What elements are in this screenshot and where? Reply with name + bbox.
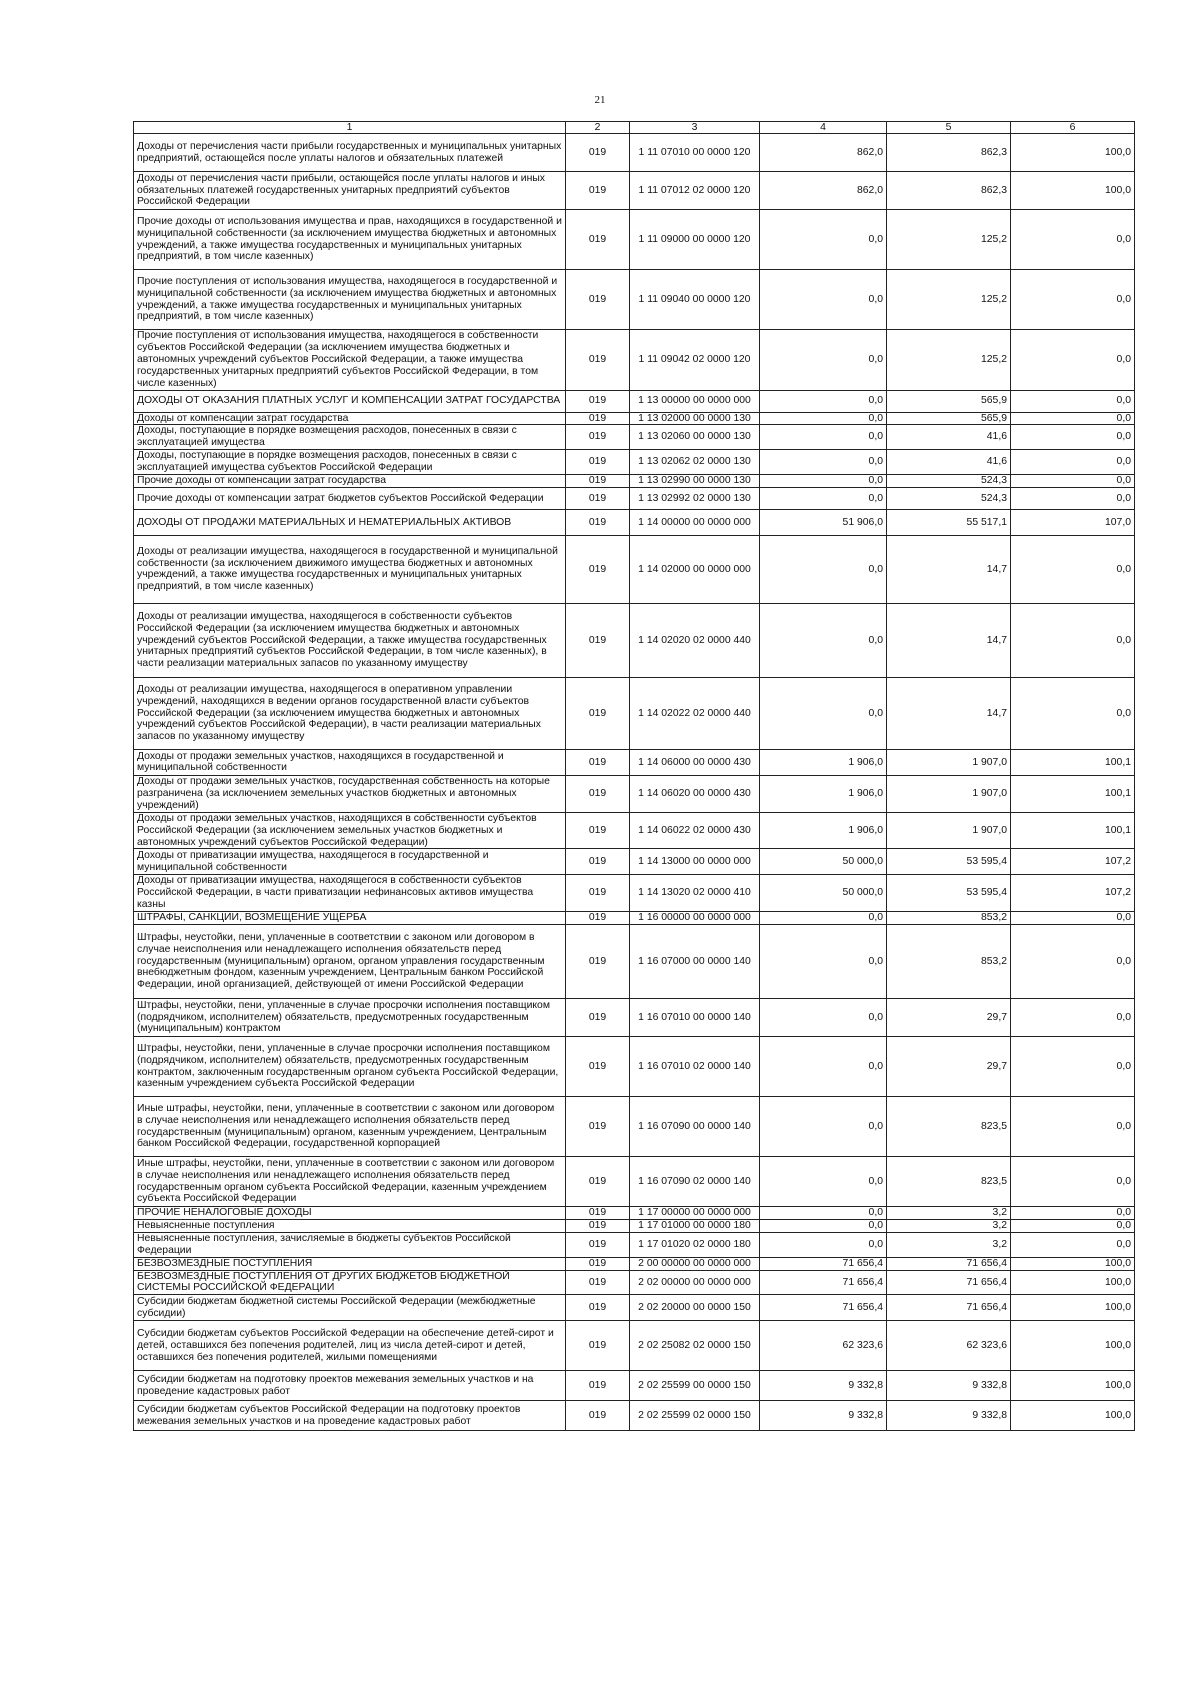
row-budget-code: 1 11 07010 00 0000 120	[630, 134, 760, 172]
row-value-4: 71 656,4	[760, 1270, 887, 1295]
row-value-5: 125,2	[887, 330, 1011, 391]
row-value-6: 0,0	[1011, 1097, 1135, 1157]
table-row	[134, 1219, 1135, 1232]
row-value-4: 0,0	[760, 677, 887, 749]
row-budget-code: 1 17 00000 00 0000 000	[630, 1207, 760, 1220]
row-value-5: 1 907,0	[887, 749, 1011, 775]
column-header: 2	[566, 122, 630, 134]
row-budget-code: 1 14 02020 02 0000 440	[630, 603, 760, 677]
row-admin-code: 019	[566, 535, 630, 603]
row-value-4: 0,0	[760, 1157, 887, 1207]
row-name: Невыясненные поступления, зачисляемые в бюджеты субъектов Российской Федерации	[134, 1232, 566, 1257]
column-header: 5	[887, 122, 1011, 134]
row-name: БЕЗВОЗМЕЗДНЫЕ ПОСТУПЛЕНИЯ ОТ ДРУГИХ БЮДЖЕТОВ БЮДЖЕТНОЙ СИСТЕМЫ РОССИЙСКОЙ ФЕДЕРАЦИИ	[134, 1270, 566, 1295]
table-row	[134, 925, 1135, 999]
row-value-5: 71 656,4	[887, 1257, 1011, 1270]
row-budget-code: 1 14 13020 02 0000 410	[630, 875, 760, 912]
row-value-4: 62 323,6	[760, 1321, 887, 1371]
row-budget-code: 1 14 00000 00 0000 000	[630, 509, 760, 535]
row-value-6: 0,0	[1011, 425, 1135, 450]
row-value-4: 0,0	[760, 425, 887, 450]
row-admin-code: 019	[566, 603, 630, 677]
table-row	[134, 1270, 1135, 1295]
row-value-4: 0,0	[760, 925, 887, 999]
row-admin-code: 019	[566, 1257, 630, 1270]
row-value-5: 862,3	[887, 172, 1011, 210]
row-budget-code: 1 16 07090 02 0000 140	[630, 1157, 760, 1207]
row-budget-code: 1 13 02062 02 0000 130	[630, 450, 760, 475]
row-admin-code: 019	[566, 1232, 630, 1257]
row-value-5: 3,2	[887, 1207, 1011, 1220]
row-name: Доходы от продажи земельных участков, находящихся в государственной и муниципальной собственности	[134, 749, 566, 775]
row-value-6: 0,0	[1011, 1219, 1135, 1232]
row-budget-code: 1 17 01020 02 0000 180	[630, 1232, 760, 1257]
row-name: Прочие доходы от компенсации затрат бюджетов субъектов Российской Федерации	[134, 487, 566, 509]
row-name: Доходы от продажи земельных участков, государственная собственность на которые разграничена (за исключением земельных участков бюджетных и автономных учреждений)	[134, 775, 566, 812]
row-name: Субсидии бюджетам субъектов Российской Федерации на подготовку проектов межевания земельных участков и на проведение кадастровых работ	[134, 1401, 566, 1431]
row-budget-code: 1 13 02992 02 0000 130	[630, 487, 760, 509]
row-value-5: 9 332,8	[887, 1371, 1011, 1401]
column-header: 4	[760, 122, 887, 134]
row-admin-code: 019	[566, 210, 630, 270]
row-value-6: 0,0	[1011, 999, 1135, 1037]
row-value-6: 0,0	[1011, 1232, 1135, 1257]
table-row	[134, 1401, 1135, 1431]
row-value-6: 100,0	[1011, 1257, 1135, 1270]
row-budget-code: 1 13 00000 00 0000 000	[630, 390, 760, 412]
row-value-5: 823,5	[887, 1097, 1011, 1157]
header-row	[134, 122, 1135, 134]
row-value-6: 100,0	[1011, 1295, 1135, 1321]
row-value-6: 0,0	[1011, 330, 1135, 391]
row-value-4: 0,0	[760, 1219, 887, 1232]
table-row	[134, 749, 1135, 775]
row-value-6: 107,2	[1011, 849, 1135, 875]
row-budget-code: 1 11 09040 00 0000 120	[630, 270, 760, 330]
table-row	[134, 172, 1135, 210]
row-budget-code: 2 02 25082 02 0000 150	[630, 1321, 760, 1371]
row-admin-code: 019	[566, 475, 630, 488]
row-value-6: 0,0	[1011, 603, 1135, 677]
row-name: Доходы от реализации имущества, находящегося в оперативном управлении учреждений, находящихся в ведении органов государственной власти субъектов Российской Федерации (за исключением имущества бюджетных и автономных учреждений субъектов Российской Федерации), в части реализации материальных запасов по указанному имуществу	[134, 677, 566, 749]
row-name: Доходы от компенсации затрат государства	[134, 412, 566, 425]
row-name: Субсидии бюджетам на подготовку проектов межевания земельных участков и на проведение кадастровых работ	[134, 1371, 566, 1401]
row-value-4: 0,0	[760, 999, 887, 1037]
row-value-6: 0,0	[1011, 1037, 1135, 1097]
row-value-4: 0,0	[760, 535, 887, 603]
row-name: Доходы от реализации имущества, находящегося в собственности субъектов Российской Федерации (за исключением имущества бюджетных и автономных учреждений субъектов Российской Федерации, а также имущества государственных унитарных предприятий субъектов Российской Федерации, в том числе казенных), в части реализации материальных запасов по указанному имуществу	[134, 603, 566, 677]
row-budget-code: 1 13 02990 00 0000 130	[630, 475, 760, 488]
row-value-6: 0,0	[1011, 210, 1135, 270]
row-budget-code: 1 11 07012 02 0000 120	[630, 172, 760, 210]
row-admin-code: 019	[566, 875, 630, 912]
row-admin-code: 019	[566, 134, 630, 172]
row-budget-code: 1 14 06022 02 0000 430	[630, 812, 760, 849]
row-value-5: 9 332,8	[887, 1401, 1011, 1431]
row-budget-code: 1 16 07010 02 0000 140	[630, 1037, 760, 1097]
row-admin-code: 019	[566, 450, 630, 475]
table-row	[134, 1295, 1135, 1321]
row-budget-code: 1 14 13000 00 0000 000	[630, 849, 760, 875]
row-budget-code: 2 02 00000 00 0000 000	[630, 1270, 760, 1295]
row-admin-code: 019	[566, 1037, 630, 1097]
page-number: 21	[594, 94, 606, 106]
row-name: Доходы, поступающие в порядке возмещения расходов, понесенных в связи с эксплуатацией имущества	[134, 425, 566, 450]
row-value-4: 0,0	[760, 270, 887, 330]
row-admin-code: 019	[566, 1097, 630, 1157]
row-value-4: 51 906,0	[760, 509, 887, 535]
row-name: ПРОЧИЕ НЕНАЛОГОВЫЕ ДОХОДЫ	[134, 1207, 566, 1220]
row-value-4: 0,0	[760, 475, 887, 488]
table-row	[134, 677, 1135, 749]
table-row	[134, 535, 1135, 603]
row-value-4: 50 000,0	[760, 875, 887, 912]
row-value-4: 0,0	[760, 210, 887, 270]
table-row	[134, 1037, 1135, 1097]
row-value-4: 0,0	[760, 1037, 887, 1097]
row-value-5: 53 595,4	[887, 875, 1011, 912]
row-admin-code: 019	[566, 1219, 630, 1232]
row-value-4: 0,0	[760, 1207, 887, 1220]
row-admin-code: 019	[566, 1401, 630, 1431]
row-value-5: 853,2	[887, 925, 1011, 999]
row-value-4: 1 906,0	[760, 749, 887, 775]
row-value-6: 100,0	[1011, 1401, 1135, 1431]
row-value-6: 100,0	[1011, 1371, 1135, 1401]
row-budget-code: 2 02 25599 02 0000 150	[630, 1401, 760, 1431]
row-budget-code: 1 14 02000 00 0000 000	[630, 535, 760, 603]
row-admin-code: 019	[566, 270, 630, 330]
row-value-4: 0,0	[760, 412, 887, 425]
row-budget-code: 1 11 09000 00 0000 120	[630, 210, 760, 270]
row-budget-code: 1 16 00000 00 0000 000	[630, 912, 760, 925]
table-row	[134, 270, 1135, 330]
row-admin-code: 019	[566, 1371, 630, 1401]
row-value-4: 50 000,0	[760, 849, 887, 875]
table-body	[134, 122, 1135, 1431]
table-row	[134, 1097, 1135, 1157]
table-row	[134, 330, 1135, 391]
row-budget-code: 1 14 06000 00 0000 430	[630, 749, 760, 775]
row-value-5: 125,2	[887, 210, 1011, 270]
row-value-6: 100,1	[1011, 812, 1135, 849]
row-value-5: 1 907,0	[887, 812, 1011, 849]
row-value-4: 862,0	[760, 172, 887, 210]
row-value-5: 524,3	[887, 475, 1011, 488]
row-value-5: 53 595,4	[887, 849, 1011, 875]
row-value-5: 29,7	[887, 1037, 1011, 1097]
row-admin-code: 019	[566, 487, 630, 509]
row-value-5: 14,7	[887, 677, 1011, 749]
row-value-6: 0,0	[1011, 475, 1135, 488]
row-budget-code: 1 13 02000 00 0000 130	[630, 412, 760, 425]
row-value-6: 100,0	[1011, 134, 1135, 172]
row-value-5: 29,7	[887, 999, 1011, 1037]
row-value-6: 100,0	[1011, 1270, 1135, 1295]
row-value-4: 0,0	[760, 912, 887, 925]
row-name: Доходы от перечисления части прибыли государственных и муниципальных унитарных предприятий, остающейся после уплаты налогов и обязательных платежей	[134, 134, 566, 172]
row-name: Прочие поступления от использования имущества, находящегося в собственности субъектов Российской Федерации (за исключением имущества бюджетных и автономных учреждений субъектов Российской Федерации, а также имущества государственных унитарных предприятий субъектов Российской Федерации, в том числе казенных)	[134, 330, 566, 391]
row-budget-code: 1 11 09042 02 0000 120	[630, 330, 760, 391]
table-row	[134, 775, 1135, 812]
row-value-5: 1 907,0	[887, 775, 1011, 812]
table-row	[134, 210, 1135, 270]
row-name: Штрафы, неустойки, пени, уплаченные в случае просрочки исполнения поставщиком (подрядчиком, исполнителем) обязательств, предусмотренных государственным контрактом, заключенным государственным органом субъекта Российской Федерации, казенным учреждением субъекта Российской Федерации	[134, 1037, 566, 1097]
row-admin-code: 019	[566, 1321, 630, 1371]
row-value-4: 9 332,8	[760, 1371, 887, 1401]
row-value-4: 0,0	[760, 450, 887, 475]
row-name: Прочие поступления от использования имущества, находящегося в государственной и муниципальной собственности (за исключением имущества бюджетных и автономных учреждений, а также имущества государственных и муниципальных унитарных предприятий, в том числе казенных)	[134, 270, 566, 330]
row-value-6: 0,0	[1011, 535, 1135, 603]
column-header: 3	[630, 122, 760, 134]
row-value-5: 565,9	[887, 412, 1011, 425]
table-row	[134, 812, 1135, 849]
row-admin-code: 019	[566, 999, 630, 1037]
table-row	[134, 450, 1135, 475]
table-row	[134, 509, 1135, 535]
row-value-5: 853,2	[887, 912, 1011, 925]
row-admin-code: 019	[566, 425, 630, 450]
table-row	[134, 487, 1135, 509]
row-budget-code: 2 00 00000 00 0000 000	[630, 1257, 760, 1270]
row-value-6: 107,0	[1011, 509, 1135, 535]
row-value-5: 14,7	[887, 535, 1011, 603]
row-admin-code: 019	[566, 1270, 630, 1295]
row-value-5: 41,6	[887, 425, 1011, 450]
row-budget-code: 1 13 02060 00 0000 130	[630, 425, 760, 450]
row-value-6: 0,0	[1011, 925, 1135, 999]
row-value-6: 0,0	[1011, 487, 1135, 509]
row-name: Субсидии бюджетам субъектов Российской Федерации на обеспечение детей-сирот и детей, оставшихся без попечения родителей, лиц из числа детей-сирот и детей, оставшихся без попечения родителей, жилыми помещениями	[134, 1321, 566, 1371]
row-value-4: 0,0	[760, 330, 887, 391]
row-value-6: 0,0	[1011, 1207, 1135, 1220]
table-row	[134, 1207, 1135, 1220]
row-value-5: 71 656,4	[887, 1295, 1011, 1321]
row-name: Доходы от приватизации имущества, находящегося в собственности субъектов Российской Федерации, в части приватизации нефинансовых активов имущества казны	[134, 875, 566, 912]
row-value-4: 0,0	[760, 1097, 887, 1157]
row-value-6: 0,0	[1011, 677, 1135, 749]
row-name: Иные штрафы, неустойки, пени, уплаченные в соответствии с законом или договором в случае неисполнения или ненадлежащего исполнения обязательств перед государственным (муниципальным) органом, казенным учреждением, Центральным банком Российской Федерации, государственной корпорацией	[134, 1097, 566, 1157]
row-budget-code: 1 16 07000 00 0000 140	[630, 925, 760, 999]
row-budget-code: 2 02 25599 00 0000 150	[630, 1371, 760, 1401]
row-value-6: 0,0	[1011, 1157, 1135, 1207]
table-row	[134, 875, 1135, 912]
table-row	[134, 1157, 1135, 1207]
table-row	[134, 475, 1135, 488]
column-header: 1	[134, 122, 566, 134]
row-name: Невыясненные поступления	[134, 1219, 566, 1232]
row-value-6: 100,1	[1011, 749, 1135, 775]
row-value-6: 0,0	[1011, 390, 1135, 412]
column-header: 6	[1011, 122, 1135, 134]
row-value-5: 125,2	[887, 270, 1011, 330]
row-name: ДОХОДЫ ОТ ОКАЗАНИЯ ПЛАТНЫХ УСЛУГ И КОМПЕНСАЦИИ ЗАТРАТ ГОСУДАРСТВА	[134, 390, 566, 412]
table-row	[134, 390, 1135, 412]
table-row	[134, 412, 1135, 425]
row-admin-code: 019	[566, 1295, 630, 1321]
row-admin-code: 019	[566, 509, 630, 535]
row-admin-code: 019	[566, 912, 630, 925]
row-name: Иные штрафы, неустойки, пени, уплаченные в соответствии с законом или договором в случае неисполнения или ненадлежащего исполнения обязательств перед государственным органом субъекта Российской Федерации, казенным учреждением субъекта Российской Федерации	[134, 1157, 566, 1207]
table-row	[134, 912, 1135, 925]
row-admin-code: 019	[566, 775, 630, 812]
row-admin-code: 019	[566, 749, 630, 775]
row-value-5: 55 517,1	[887, 509, 1011, 535]
row-value-5: 565,9	[887, 390, 1011, 412]
row-admin-code: 019	[566, 1207, 630, 1220]
row-admin-code: 019	[566, 849, 630, 875]
row-name: Субсидии бюджетам бюджетной системы Российской Федерации (межбюджетные субсидии)	[134, 1295, 566, 1321]
row-name: БЕЗВОЗМЕЗДНЫЕ ПОСТУПЛЕНИЯ	[134, 1257, 566, 1270]
row-name: ДОХОДЫ ОТ ПРОДАЖИ МАТЕРИАЛЬНЫХ И НЕМАТЕРИАЛЬНЫХ АКТИВОВ	[134, 509, 566, 535]
row-admin-code: 019	[566, 677, 630, 749]
row-value-6: 0,0	[1011, 270, 1135, 330]
row-value-4: 0,0	[760, 487, 887, 509]
table-row	[134, 849, 1135, 875]
table-row	[134, 603, 1135, 677]
row-value-5: 524,3	[887, 487, 1011, 509]
row-budget-code: 1 16 07090 00 0000 140	[630, 1097, 760, 1157]
row-value-4: 0,0	[760, 1232, 887, 1257]
row-budget-code: 1 16 07010 00 0000 140	[630, 999, 760, 1037]
row-value-6: 107,2	[1011, 875, 1135, 912]
row-admin-code: 019	[566, 812, 630, 849]
row-value-4: 0,0	[760, 603, 887, 677]
row-value-5: 3,2	[887, 1232, 1011, 1257]
row-admin-code: 019	[566, 172, 630, 210]
row-name: Штрафы, неустойки, пени, уплаченные в соответствии с законом или договором в случае неисполнения или ненадлежащего исполнения обязательств перед государственным (муниципальным) органом, органом управления государственным внебюджетным фондом, казенным учреждением, Центральным банком Российской Федерации, иной организацией, действующей от имени Российской Федерации	[134, 925, 566, 999]
table-row	[134, 134, 1135, 172]
row-name: ШТРАФЫ, САНКЦИИ, ВОЗМЕЩЕНИЕ УЩЕРБА	[134, 912, 566, 925]
row-value-5: 62 323,6	[887, 1321, 1011, 1371]
row-value-5: 14,7	[887, 603, 1011, 677]
row-value-6: 100,0	[1011, 1321, 1135, 1371]
row-value-5: 41,6	[887, 450, 1011, 475]
row-name: Штрафы, неустойки, пени, уплаченные в случае просрочки исполнения поставщиком (подрядчиком, исполнителем) обязательств, предусмотренных государственным (муниципальным) контрактом	[134, 999, 566, 1037]
row-value-4: 0,0	[760, 390, 887, 412]
row-value-5: 3,2	[887, 1219, 1011, 1232]
table-row	[134, 1371, 1135, 1401]
row-admin-code: 019	[566, 412, 630, 425]
row-value-6: 100,0	[1011, 172, 1135, 210]
row-value-4: 71 656,4	[760, 1295, 887, 1321]
row-budget-code: 1 14 02022 02 0000 440	[630, 677, 760, 749]
row-value-4: 9 332,8	[760, 1401, 887, 1431]
row-admin-code: 019	[566, 925, 630, 999]
row-value-4: 862,0	[760, 134, 887, 172]
row-name: Доходы от реализации имущества, находящегося в государственной и муниципальной собственности (за исключением движимого имущества бюджетных и автономных учреждений, а также имущества государственных и муниципальных унитарных предприятий, в том числе казенных)	[134, 535, 566, 603]
row-value-5: 862,3	[887, 134, 1011, 172]
table-row	[134, 1321, 1135, 1371]
row-value-6: 0,0	[1011, 912, 1135, 925]
row-budget-code: 1 17 01000 00 0000 180	[630, 1219, 760, 1232]
row-budget-code: 2 02 20000 00 0000 150	[630, 1295, 760, 1321]
revenue-table	[133, 121, 1135, 1431]
row-value-6: 0,0	[1011, 450, 1135, 475]
table-row	[134, 999, 1135, 1037]
table-row	[134, 1232, 1135, 1257]
row-name: Доходы от продажи земельных участков, находящихся в собственности субъектов Российской Федерации (за исключением земельных участков бюджетных и автономных учреждений субъектов Российской Федерации)	[134, 812, 566, 849]
row-budget-code: 1 14 06020 00 0000 430	[630, 775, 760, 812]
row-value-6: 100,1	[1011, 775, 1135, 812]
row-name: Доходы от перечисления части прибыли, остающейся после уплаты налогов и иных обязательных платежей государственных унитарных предприятий субъектов Российской Федерации	[134, 172, 566, 210]
row-name: Прочие доходы от компенсации затрат государства	[134, 475, 566, 488]
row-admin-code: 019	[566, 330, 630, 391]
row-value-4: 1 906,0	[760, 812, 887, 849]
row-name: Доходы, поступающие в порядке возмещения расходов, понесенных в связи с эксплуатацией имущества субъектов Российской Федерации	[134, 450, 566, 475]
row-value-4: 71 656,4	[760, 1257, 887, 1270]
row-value-5: 71 656,4	[887, 1270, 1011, 1295]
row-value-5: 823,5	[887, 1157, 1011, 1207]
row-name: Прочие доходы от использования имущества и прав, находящихся в государственной и муниципальной собственности (за исключением имущества бюджетных и автономных учреждений, а также имущества государственных и муниципальных унитарных предприятий, в том числе казенных)	[134, 210, 566, 270]
row-value-6: 0,0	[1011, 412, 1135, 425]
row-admin-code: 019	[566, 390, 630, 412]
table-row	[134, 1257, 1135, 1270]
row-value-4: 1 906,0	[760, 775, 887, 812]
row-admin-code: 019	[566, 1157, 630, 1207]
row-name: Доходы от приватизации имущества, находящегося в государственной и муниципальной собственности	[134, 849, 566, 875]
table-row	[134, 425, 1135, 450]
